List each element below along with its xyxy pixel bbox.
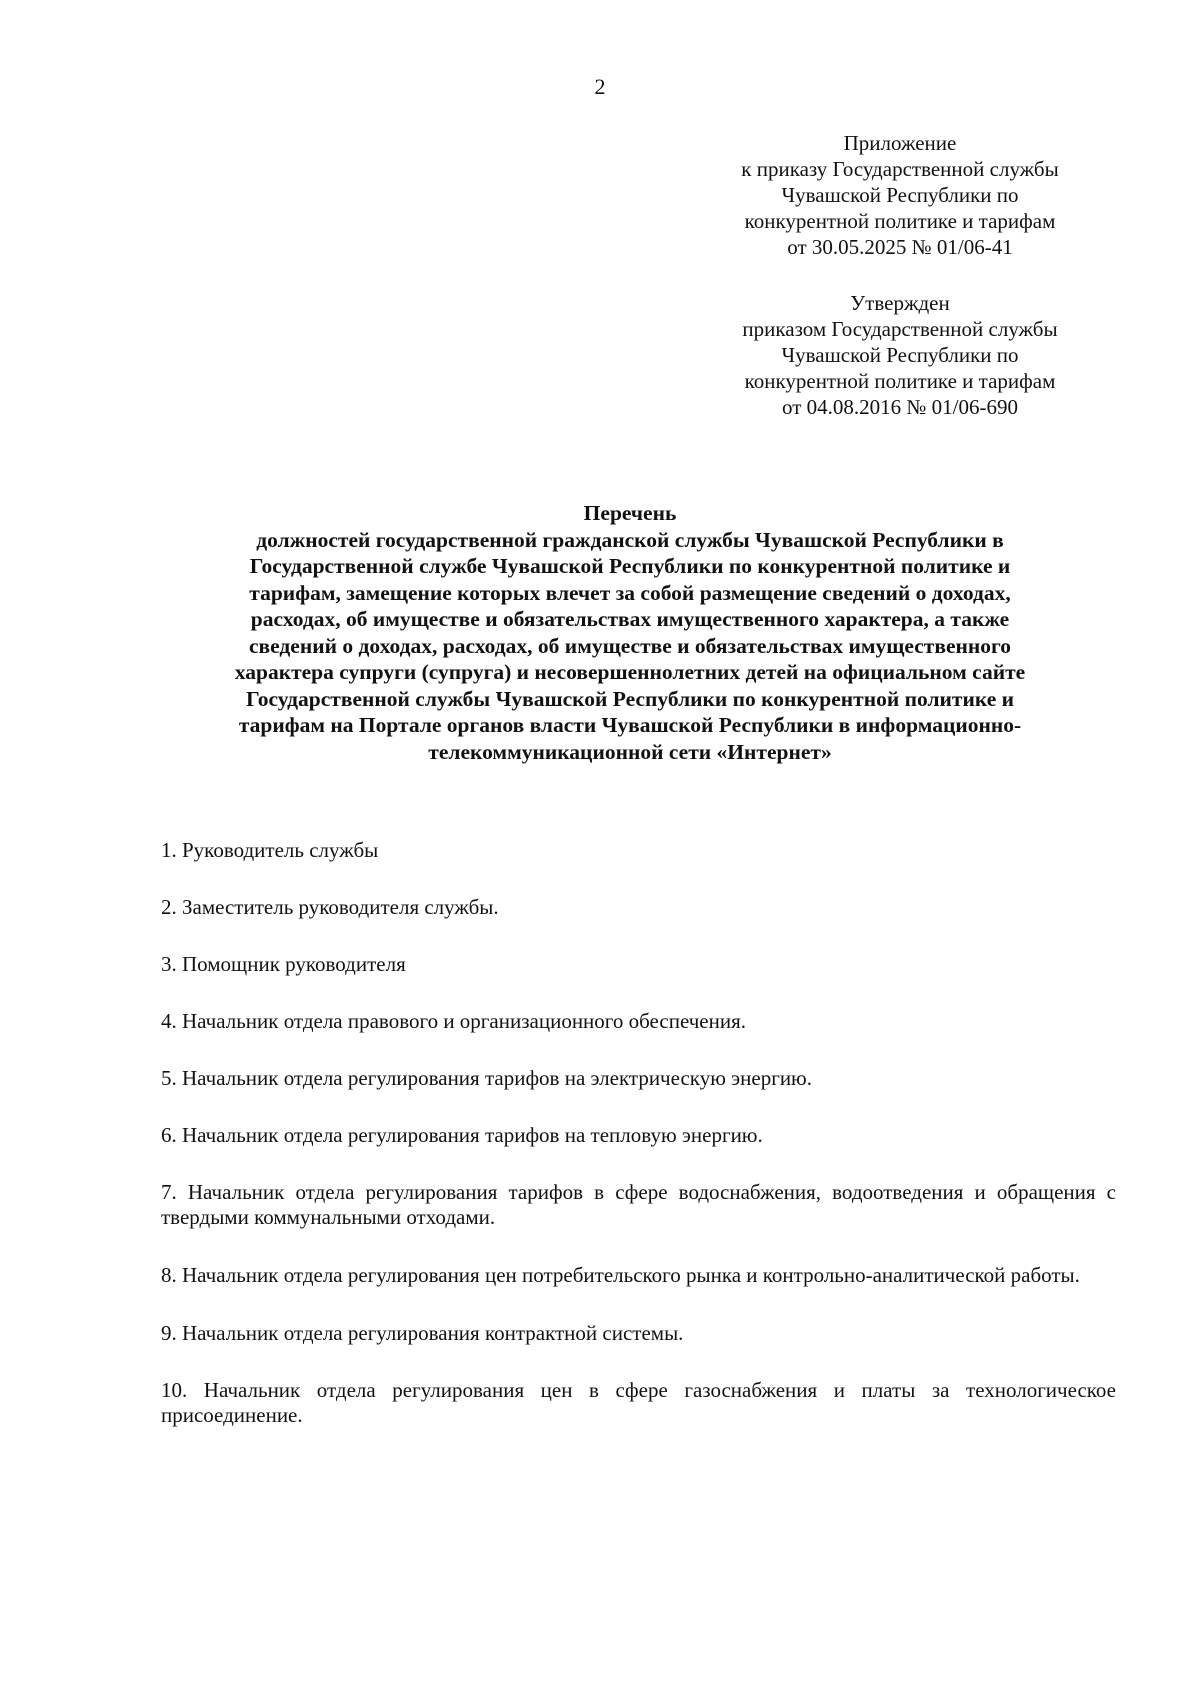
appendix-line: к приказу Государственной службы [741,157,1059,181]
approved-line: приказом Государственной службы [742,317,1058,341]
title-line: тарифам, замещение которых влечет за собой размещение сведений о доходах, [249,580,1011,605]
appendix-block [710,130,1090,260]
title-line: телекоммуникационной сети «Интернет» [428,739,832,764]
list-item: 9. Начальник отдела регулирования контрактной системы. [161,1321,684,1345]
positions-list [161,838,1116,1460]
approved-line: Утвержден [850,291,950,315]
title-heading: Перечень [583,501,677,525]
document-title [150,500,1110,765]
list-item: 6. Начальник отдела регулирования тарифов на тепловую энергию. [161,1123,763,1147]
title-line: тарифам на Портале органов власти Чувашской Республики в информационно- [238,713,1022,737]
appendix-line: Приложение [843,131,957,155]
list-item: 10. Начальник отдела регулирования цен в сфере газоснабжения и платы за технологическое присоединение. [161,1378,1116,1427]
title-line: характера супруги (супруга) и несовершеннолетних детей на официальном сайте [234,660,1026,684]
list-item: 3. Помощник руководителя [161,952,406,976]
approved-line: Чувашской Республики по [781,343,1019,367]
title-line: Государственной службе Чувашской Республики по конкурентной политике и [249,554,1011,578]
list-item: 1. Руководитель службы [161,838,379,862]
appendix-line: Чувашской Республики по [781,183,1019,207]
list-item: 7. Начальник отдела регулирования тарифов в сфере водоснабжения, водоотведения и обращения с твердыми коммунальными отходами. [161,1180,1116,1229]
list-item: 4. Начальник отдела правового и организационного обеспечения. [161,1009,747,1033]
title-line: должностей государственной гражданской службы Чувашской Республики в [256,527,1004,552]
approved-line: от 04.08.2016 № 01/06-690 [781,395,1018,419]
page-number: 2 [594,74,606,99]
approved-block [710,290,1090,420]
list-item: 8. Начальник отдела регулирования цен потребительского рынка и контрольно-аналитической работы. [161,1263,1080,1287]
title-line: Государственной службы Чувашской Республики по конкурентной политике и [245,686,1015,711]
list-item: 5. Начальник отдела регулирования тарифов на электрическую энергию. [161,1066,812,1090]
list-item: 2. Заместитель руководителя службы. [161,895,499,919]
appendix-line: конкурентной политике и тарифам [744,209,1056,233]
title-line: расходах, об имуществе и обязательствах имущественного характера, а также [250,607,1010,631]
title-line: сведений о доходах, расходах, об имуществе и обязательствах имущественного [249,633,1011,658]
approved-line: конкурентной политике и тарифам [744,369,1056,393]
appendix-line: от 30.05.2025 № 01/06-41 [787,235,1013,259]
